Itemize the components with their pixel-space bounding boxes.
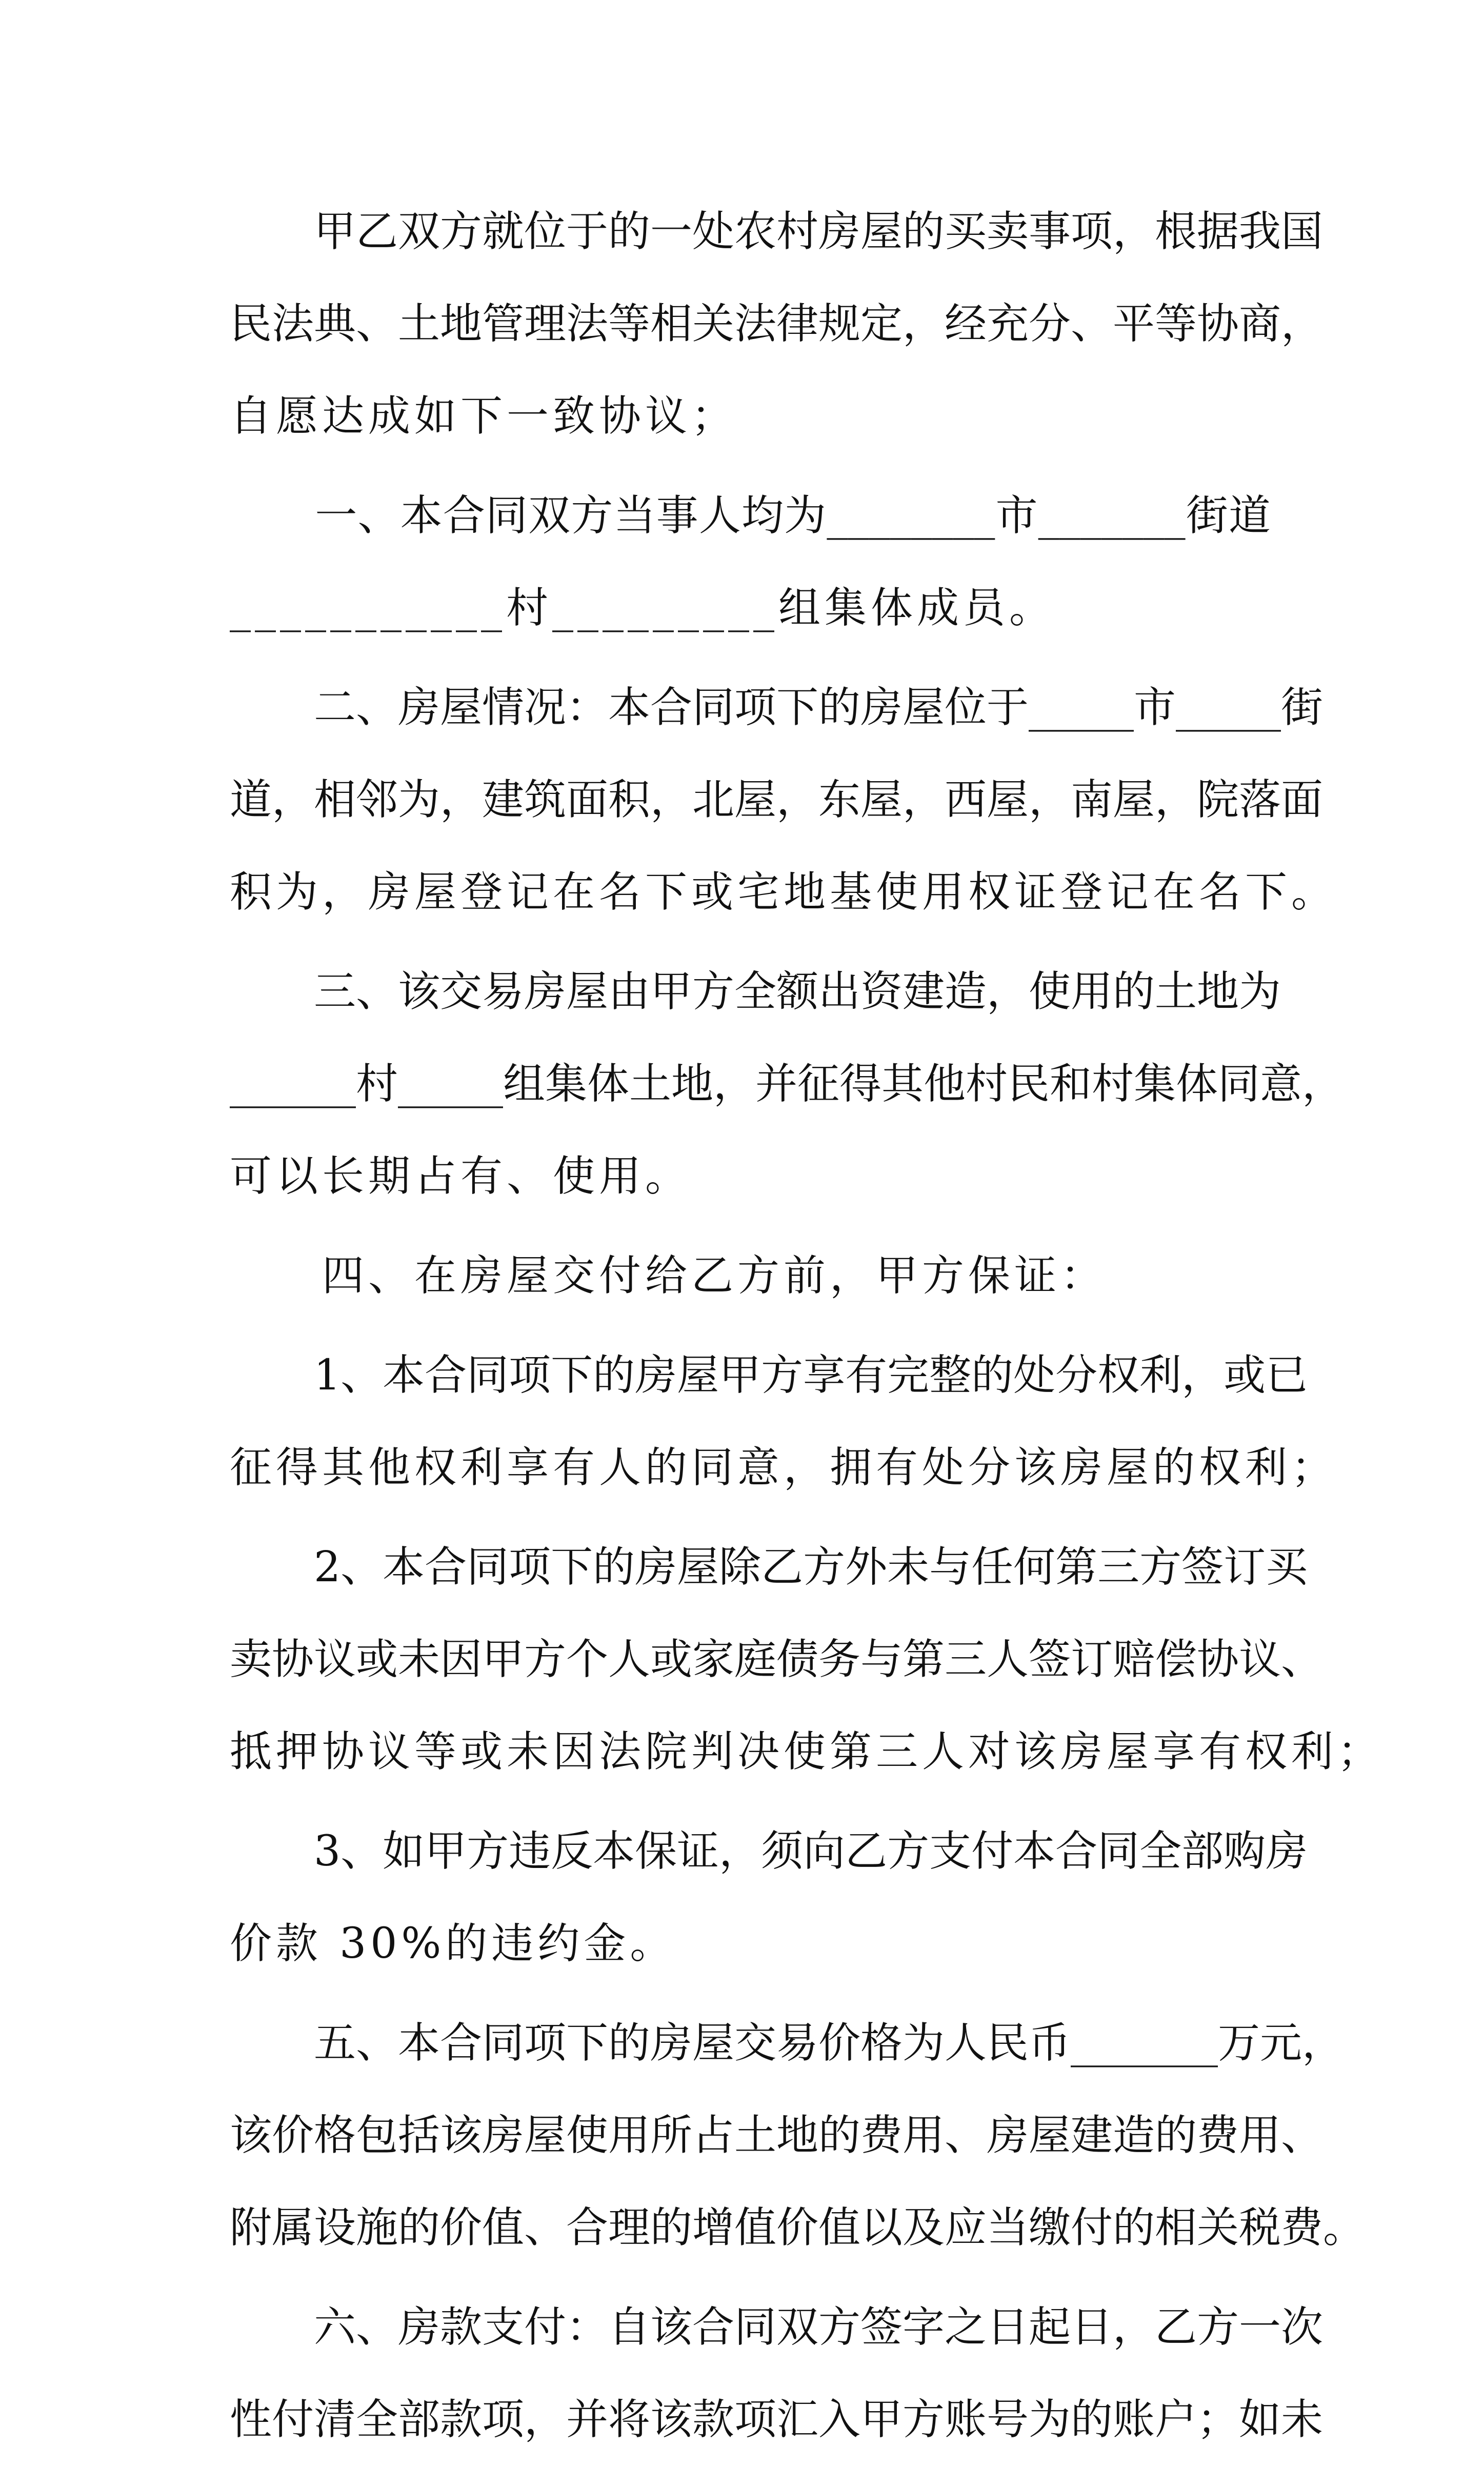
text-line: 五、本合同项下的房屋交易价格为人民币_______万元， — [230, 2019, 1345, 2067]
text-line: 卖协议或未因甲方个人或家庭债务与第三人签订赔偿协议、 — [230, 1635, 1323, 1684]
text-line: 2、本合同项下的房屋除乙方外未与任何第三方签订买 — [230, 1543, 1308, 1592]
contract-body — [230, 186, 1384, 2466]
text-line: 价款 30%的违约金。 — [230, 1919, 676, 1968]
text-line: 3、如甲方违反本保证，须向乙方支付本合同全部购房 — [230, 1827, 1308, 1876]
text-line: 二、房屋情况：本合同项下的房屋位于_____市_____街 — [230, 683, 1323, 732]
text-line: 一、本合同双方当事人均为________市_______街道 — [230, 491, 1271, 540]
text-line: 道，相邻为，建筑面积，北屋，东屋，西屋，南屋，院落面 — [230, 775, 1323, 824]
text-line: 甲乙双方就位于的一处农村房屋的买卖事项，根据我国 — [230, 207, 1323, 256]
text-line: 积为，房屋登记在名下或宅地基使用权证登记在名下。 — [230, 868, 1338, 917]
text-line: 性付清全部款项，并将该款项汇入甲方账号为的账户；如未 — [230, 2395, 1323, 2444]
text-line: 抵押协议等或未因法院判决使第三人对该房屋享有权利； — [230, 1727, 1384, 1776]
text-line: 可以长期占有、使用。 — [230, 1152, 692, 1201]
text-line: 自愿达成如下一致协议； — [230, 392, 738, 441]
text-line: 六、房款支付：自该合同双方签字之日起日，乙方一次 — [230, 2303, 1323, 2352]
text-line: 该价格包括该房屋使用所占土地的费用、房屋建造的费用、 — [230, 2111, 1323, 2160]
text-line: 附属设施的价值、合理的增值价值以及应当缴付的相关税费。 — [230, 2203, 1366, 2252]
text-line: 四、在房屋交付给乙方前，甲方保证： — [230, 1251, 1107, 1300]
text-line: 征得其他权利享有人的同意，拥有处分该房屋的权利； — [230, 1443, 1338, 1492]
text-line: 三、该交易房屋由甲方全额出资建造，使用的土地为 — [230, 967, 1281, 1016]
text-line: 1、本合同项下的房屋甲方享有完整的处分权利，或已 — [230, 1351, 1308, 1400]
text-line: ___________村_________组集体成员。 — [230, 584, 1056, 632]
text-line: 民法典、土地管理法等相关法律规定，经充分、平等协商， — [230, 300, 1323, 348]
text-line: ______村_____组集体土地，并征得其他村民和村集体同意， — [230, 1060, 1345, 1108]
